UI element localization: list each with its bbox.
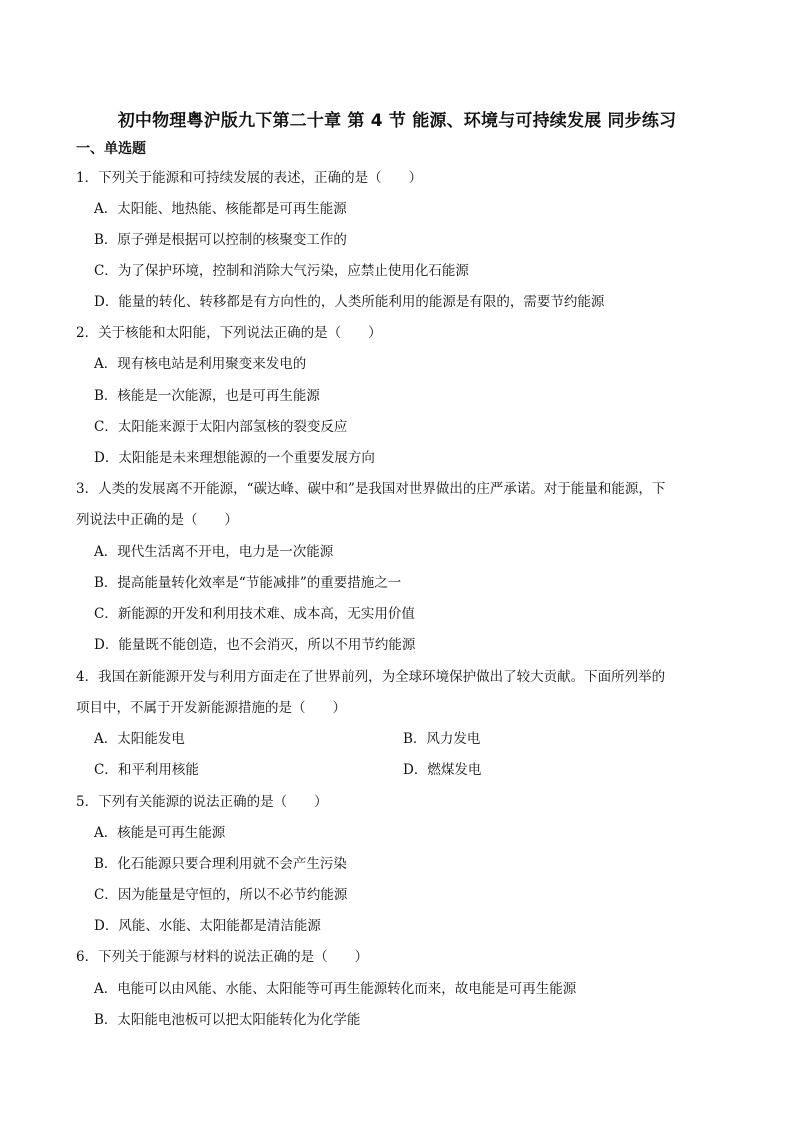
question-3-stem-continued: 列说法中正确的是（ ）: [76, 512, 238, 528]
question-5-option-b: B．化石能源只要合理利用就不会产生污染: [94, 856, 347, 872]
section-heading: 一、单选题: [76, 141, 146, 157]
question-4-stem: 4．我国在新能源开发与利用方面走在了世界前列，为全球环境保护做出了较大贡献。下面所列举的: [76, 669, 666, 685]
question-1-option-a: A．太阳能、地热能、核能都是可再生能源: [94, 201, 347, 217]
question-6-stem: 6．下列关于能源与材料的说法正确的是（ ）: [76, 949, 369, 965]
question-5-option-c: C．因为能量是守恒的，所以不必节约能源: [94, 887, 348, 903]
question-3-option-a: A．现代生活离不开电，电力是一次能源: [94, 544, 334, 560]
question-4-option-b: B．风力发电: [403, 731, 481, 747]
page-title: 初中物理粤沪版九下第二十章 第 4 节 能源、环境与可持续发展 同步练习: [117, 111, 677, 131]
question-2-option-b: B．核能是一次能源，也是可再生能源: [94, 388, 320, 404]
question-3-option-d: D．能量既不能创造，也不会消灭，所以不用节约能源: [94, 637, 416, 653]
question-1-option-b: B．原子弹是根据可以控制的核聚变工作的: [94, 232, 347, 248]
question-4-option-a: A．太阳能发电: [94, 731, 185, 747]
question-3-option-b: B．提高能量转化效率是“节能减排”的重要措施之一: [94, 575, 402, 591]
question-2-stem: 2．关于核能和太阳能，下列说法正确的是（ ）: [76, 325, 382, 341]
question-3-option-c: C．新能源的开发和利用技术难、成本高，无实用价值: [94, 606, 415, 622]
question-2-option-c: C．太阳能来源于太阳内部氢核的裂变反应: [94, 419, 348, 435]
question-1-option-c: C．为了保护环境，控制和消除大气污染，应禁止使用化石能源: [94, 263, 469, 279]
question-4-option-d: D．燃煤发电: [403, 762, 482, 778]
question-2-option-a: A．现有核电站是利用聚变来发电的: [94, 356, 307, 372]
question-4-option-c: C．和平利用核能: [94, 762, 199, 778]
question-4-stem-continued: 项目中，不属于开发新能源措施的是（ ）: [76, 700, 346, 716]
question-5-stem: 5．下列有关能源的说法正确的是（ ）: [76, 794, 328, 810]
question-5-option-a: A．核能是可再生能源: [94, 825, 226, 841]
question-1-stem: 1．下列关于能源和可持续发展的表述，正确的是（ ）: [76, 170, 423, 186]
question-5-option-d: D．风能、水能、太阳能都是清洁能源: [94, 918, 321, 934]
question-2-option-d: D．太阳能是未来理想能源的一个重要发展方向: [94, 450, 375, 466]
question-6-option-b: B．太阳能电池板可以把太阳能转化为化学能: [94, 1012, 361, 1028]
question-6-option-a: A．电能可以由风能、水能、太阳能等可再生能源转化而来，故电能是可再生能源: [94, 981, 577, 997]
question-3-stem: 3．人类的发展离不开能源，“碳达峰、碳中和”是我国对世界做出的庄严承诺。对于能量和能源，下: [76, 481, 666, 497]
question-1-option-d: D．能量的转化、转移都是有方向性的，人类所能利用的能源是有限的，需要节约能源: [94, 294, 605, 310]
